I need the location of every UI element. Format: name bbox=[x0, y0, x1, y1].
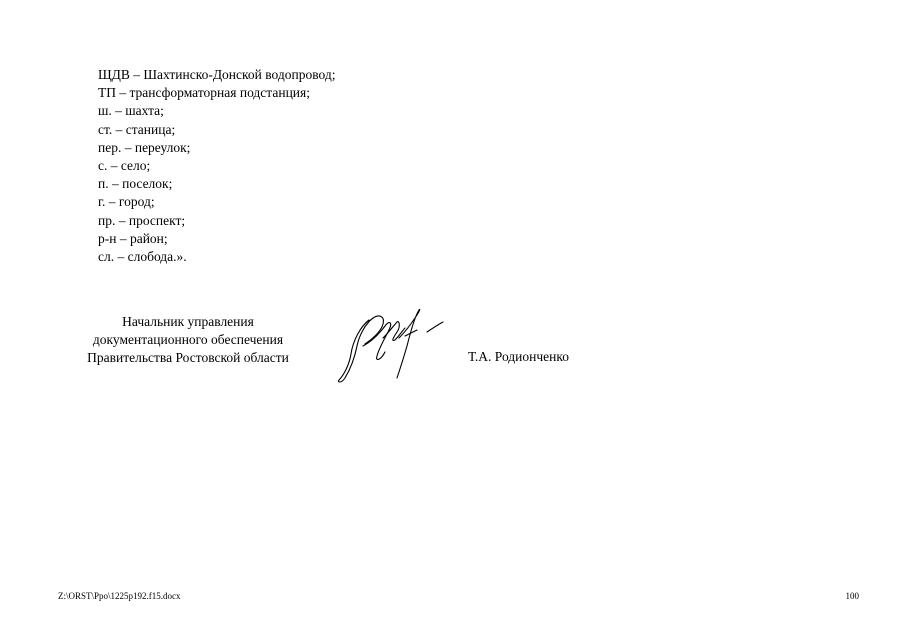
footer-file-path: Z:\ORST\Ppo\1225p192.f15.docx bbox=[58, 591, 181, 601]
abbreviation-item: р-н – район; bbox=[98, 230, 168, 246]
abbreviation-item: ЩДВ – Шахтинско-Донской водопровод; bbox=[98, 67, 336, 82]
signer-position-title bbox=[58, 313, 318, 367]
abbreviation-list bbox=[98, 66, 335, 266]
position-title-line: документационного обеспечения bbox=[92, 332, 284, 347]
abbreviation-item: ТП – трансформаторная подстанция; bbox=[98, 85, 310, 101]
abbreviation-item: п. – поселок; bbox=[98, 176, 173, 192]
position-title-line: Правительства Ростовской области bbox=[87, 350, 289, 365]
page-number: 100 bbox=[845, 591, 859, 601]
position-title-line: Начальник управления bbox=[122, 314, 254, 329]
abbreviation-item: сл. – слобода.». bbox=[98, 249, 187, 265]
abbreviation-item: с. – село; bbox=[98, 158, 151, 174]
abbreviation-item: г. – город; bbox=[98, 194, 155, 210]
abbreviation-item: ст. – станица; bbox=[98, 121, 176, 137]
handwritten-signature bbox=[335, 302, 447, 386]
abbreviation-item: ш. – шахта; bbox=[98, 103, 164, 119]
signer-name: Т.А. Родионченко bbox=[468, 349, 569, 364]
abbreviation-item: пр. – проспект; bbox=[98, 212, 186, 228]
abbreviation-item: пер. – переулок; bbox=[98, 139, 191, 155]
